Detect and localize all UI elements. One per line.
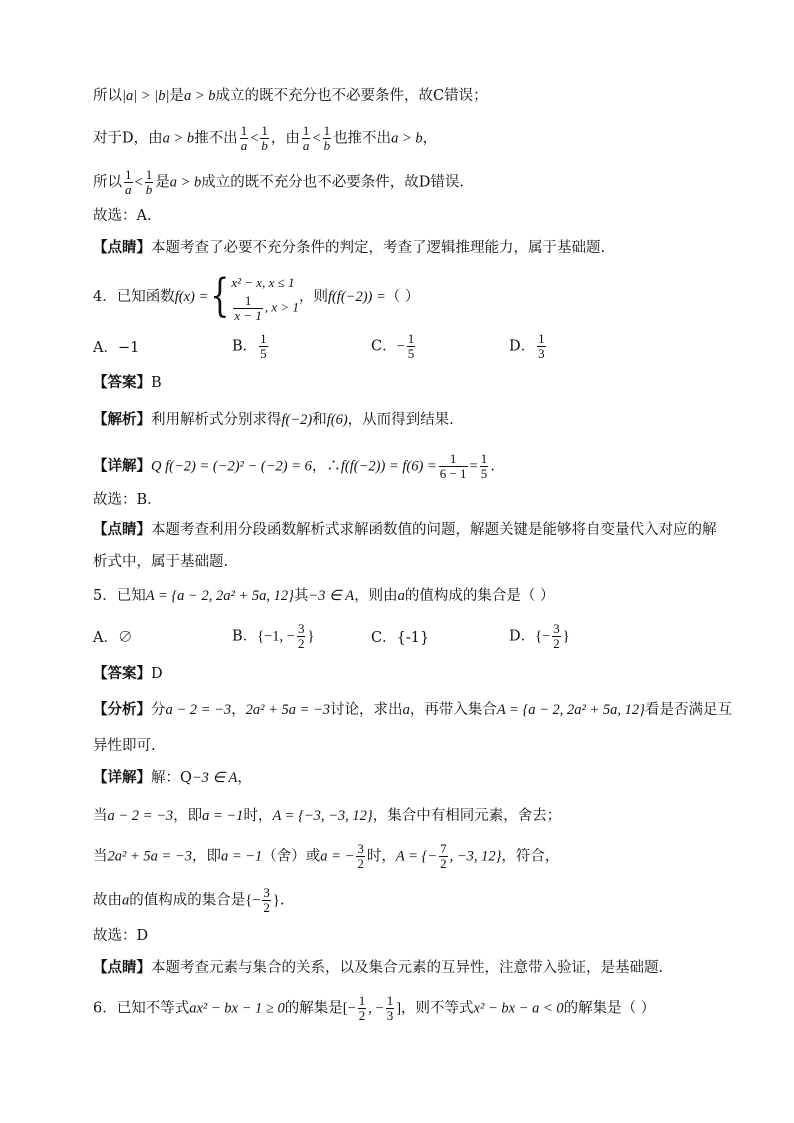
question-6: 6．已知不等式ax² − bx − 1 ≥ 0的解集是[− $\frac{1}{2}$ , − $\frac{1}{3}$ ]，则不等式x² − bx − a < 0的解集是（ ） <box>93 993 656 1023</box>
fraction: $\frac{1}{a}$ <box>302 123 310 153</box>
section-tag: 【答案】 <box>93 665 151 682</box>
answer-line <box>93 373 162 393</box>
section-tag: 【详解】 <box>93 769 151 786</box>
text-line: 故由a的值构成的集合是{− $\frac{3}{2}$ }. <box>93 885 285 915</box>
analysis-line: 【分析】分a − 2 = −3，2a² + 5a = −3讨论，求出a，再带入集合A = {a − 2, 2a² + 5a, 12}看是否满足互 <box>93 701 732 718</box>
section-tag: 【详解】 <box>93 457 151 475</box>
analysis-line: 【解析】利用解析式分别求得f(−2)和f(6)，从而得到结果. <box>93 411 454 428</box>
option-a: A．−1 <box>93 340 140 356</box>
answer: B <box>151 375 162 391</box>
question-label: 4．已知函数 <box>93 289 175 305</box>
fraction: $\frac{1}{b}$ <box>261 123 268 153</box>
text-line <box>93 238 605 258</box>
text-line <box>93 86 488 106</box>
option-d: D．{− $\frac{3}{2}$ } <box>509 621 570 651</box>
text-line: 故选：B． <box>93 492 162 508</box>
math: |a| > |b| <box>122 88 170 104</box>
text-line: 当a − 2 = −3，即a = −1时，A = {−3, −3, 12}，集合中有相同元素，舍去； <box>93 808 562 824</box>
math: a > b <box>391 130 423 147</box>
fraction: $\frac{1}{a}$ <box>240 123 248 153</box>
option-c: C．− $\frac{1}{5}$ <box>371 331 415 361</box>
comment-line: 【点睛】本题考查元素与集合的关系，以及集合元素的互异性，注意带入验证，是基础题. <box>93 959 664 976</box>
section-tag: 【解析】 <box>93 411 151 428</box>
piecewise-cases: x² − x, x ≤ 1 $\frac{1}{x - 1}$ , x > 1 <box>231 274 299 323</box>
text-line: 当2a² + 5a = −3，即a = −1（舍）或a = − $\frac{3}{2}$ 时，A = {− $\frac{7}{2}$ , −3, 12}，符合， <box>93 841 560 871</box>
fraction: $\frac{1}{a}$ <box>125 167 132 197</box>
text-line: 异性即可. <box>93 738 156 754</box>
section-tag: 【点睛】 <box>93 521 151 538</box>
text: 成立的既不充分也不必要条件，故D错误. <box>201 174 464 191</box>
fraction: $\frac{1}{b}$ <box>323 123 331 153</box>
option-a: A．∅ <box>93 630 133 646</box>
text: ，则 <box>298 289 328 305</box>
option-b: B． $\frac{1}{5}$ <box>232 331 267 361</box>
text: 成立的既不充分也不必要条件，故C错误； <box>215 88 488 104</box>
math: a > b <box>162 130 195 147</box>
question-4 <box>93 270 419 330</box>
detail-line: 【详解】解：Q−3 ∈ A， <box>93 769 252 786</box>
option-c: C．{-1} <box>371 630 430 646</box>
question-5: 5．已知A = {a − 2, 2a² + 5a, 12}其−3 ∈ A，则由a的值构成的集合是（ ） <box>93 588 555 604</box>
comment-line: 析式中，属于基础题. <box>93 554 229 570</box>
text: 本题考查了必要不充分条件的判定，考查了逻辑推理能力，属于基础题. <box>151 240 606 256</box>
text-line: 故选：A. <box>93 208 152 224</box>
section-tag: 【点睛】 <box>93 959 151 976</box>
fraction: $\frac{1}{b}$ <box>145 167 153 197</box>
section-tag: 【分析】 <box>93 701 151 718</box>
detail-line: 【详解】Q f(−2) = (−2)² − (−2) = 6，∴f(f(−2)) = f(6) = $\frac{1}{6 - 1}$ = $\frac{1}{5}$ . <box>93 451 495 481</box>
math: a > b <box>169 174 202 191</box>
text: ，由 <box>270 130 300 147</box>
text: （ ） <box>385 289 420 305</box>
text-line: 所以 $\frac{1}{a}$ < $\frac{1}{b}$ 是a > b成立的既不充分也不必要条件，故D错误. <box>93 167 464 197</box>
text: 所以 <box>93 174 122 191</box>
math: a > b <box>183 88 216 104</box>
text-line: 对于D，由a > b推不出 $\frac{1}{a}$ < $\frac{1}{b}$ ，由 $\frac{1}{a}$ < $\frac{1}{b}$ 也推不出a > b， <box>93 123 438 153</box>
text: 是 <box>155 174 170 191</box>
section-tag: 【点睛】 <box>93 239 151 256</box>
math: f(x) = <box>174 289 209 305</box>
text-line: 故选：D <box>93 928 149 944</box>
comment-line: 【点睛】本题考查利用分段函数解析式求解函数值的问题，解题关键是能够将自变量代入对应的解 <box>93 521 717 538</box>
answer-line: 【答案】D <box>93 665 163 682</box>
text: 也推不出 <box>333 130 392 147</box>
text: 对于D，由 <box>93 130 163 147</box>
section-tag: 【答案】 <box>93 374 151 391</box>
text: 推不出 <box>194 130 238 147</box>
text: 是 <box>169 88 184 104</box>
math: f(f(−2)) = <box>327 289 386 305</box>
text: ， <box>422 130 438 147</box>
text: 所以 <box>93 88 122 104</box>
option-d: D． $\frac{1}{3}$ <box>509 331 545 361</box>
brace: { <box>210 270 230 323</box>
option-b: B．{−1, − $\frac{3}{2}$ } <box>232 621 315 651</box>
